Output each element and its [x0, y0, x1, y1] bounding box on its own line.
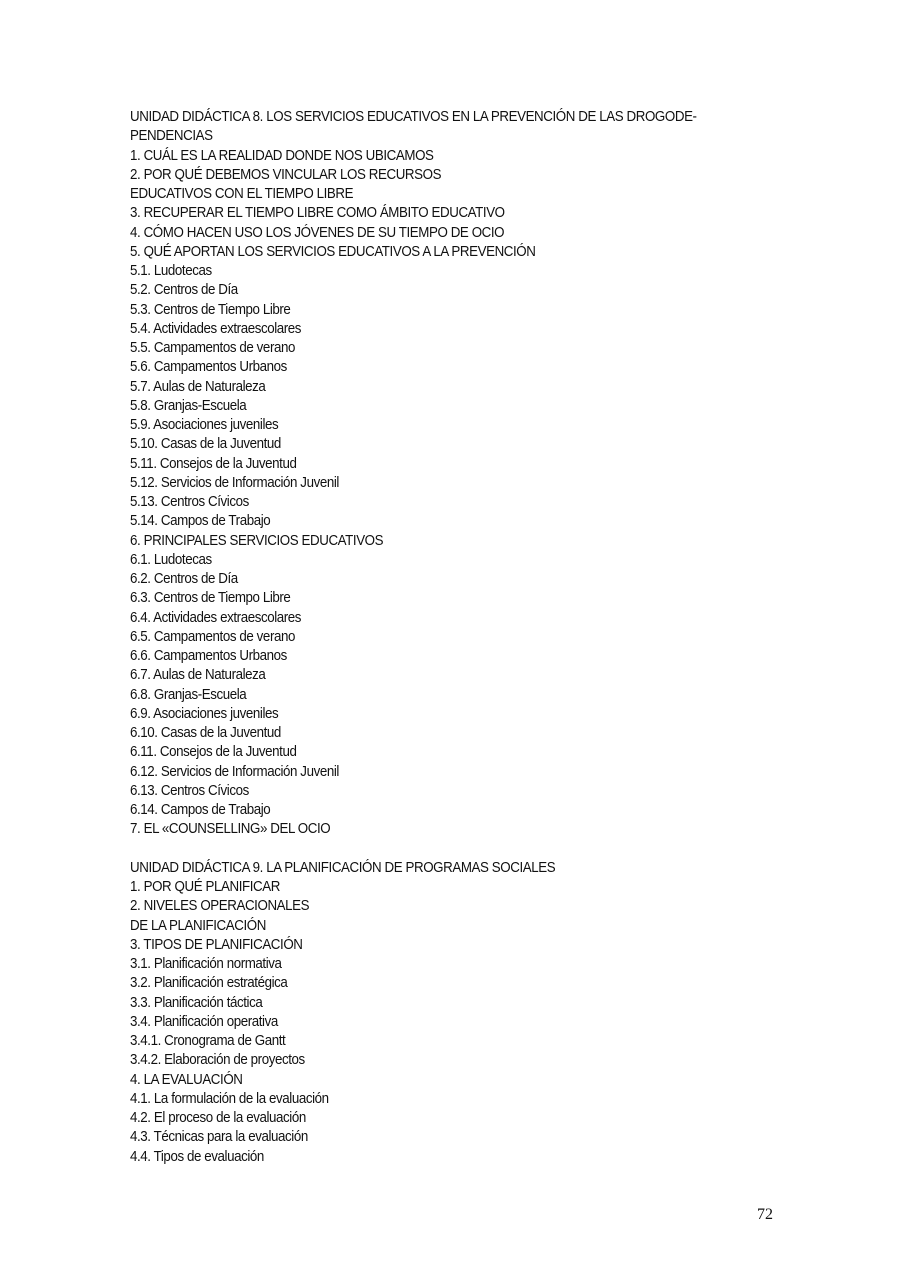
toc-entry: 3.2. Planificación estratégica: [130, 975, 288, 992]
toc-entry: 3.1. Planificación normativa: [130, 956, 282, 972]
toc-entry: 6.8. Granjas-Escuela: [130, 686, 247, 703]
toc-entry: 5.7. Aulas de Naturaleza: [130, 378, 266, 395]
toc-entry: 5.2. Centros de Día: [130, 282, 238, 299]
unit-8-section: [130, 108, 750, 840]
toc-entry: 4.4. Tipos de evaluación: [130, 1148, 264, 1165]
section-spacer: [130, 840, 750, 859]
toc-entry: 6.14. Campos de Trabajo: [130, 802, 271, 818]
toc-entry: 6.10. Casas de la Juventud: [130, 725, 281, 741]
toc-entry: 6.3. Centros de Tiempo Libre: [130, 590, 291, 607]
toc-entry: 3.4.2. Elaboración de proyectos: [130, 1052, 305, 1069]
page-number: 72: [757, 1206, 773, 1223]
toc-entry: 5.10. Casas de la Juventud: [130, 436, 281, 453]
table-of-contents: [130, 108, 750, 1167]
unit-9-title: UNIDAD DIDÁCTICA 9. LA PLANIFICACIÓN DE PROGRAMAS SOCIALES: [130, 859, 556, 876]
unit-9-section: [130, 859, 750, 1167]
unit-8-title-line-2: PENDENCIAS: [130, 128, 213, 145]
toc-entry: 5. QUÉ APORTAN LOS SERVICIOS EDUCATIVOS A LA PREVENCIÓN: [130, 243, 536, 260]
toc-entry: 6.6. Campamentos Urbanos: [130, 648, 287, 664]
toc-entry: 1. POR QUÉ PLANIFICAR: [130, 879, 280, 895]
toc-entry: 5.4. Actividades extraescolares: [130, 320, 302, 337]
toc-entry: 3.4. Planificación operativa: [130, 1013, 278, 1030]
toc-entry: 2. POR QUÉ DEBEMOS VINCULAR LOS RECURSOS: [130, 166, 442, 183]
toc-entry: 6.11. Consejos de la Juventud: [130, 744, 297, 761]
toc-entry: 5.6. Campamentos Urbanos: [130, 359, 287, 376]
toc-entry: 4.3. Técnicas para la evaluación: [130, 1129, 308, 1146]
toc-entry: 3. TIPOS DE PLANIFICACIÓN: [130, 936, 303, 953]
toc-entry: 6.1. Ludotecas: [130, 551, 212, 568]
toc-entry: 2. NIVELES OPERACIONALES: [130, 898, 310, 915]
unit-8-title-line-1: UNIDAD DIDÁCTICA 8. LOS SERVICIOS EDUCATIVOS EN LA PREVENCIÓN DE LAS DROGODE-: [130, 109, 697, 125]
toc-entry: 5.9. Asociaciones juveniles: [130, 417, 279, 433]
toc-entry: 5.13. Centros Cívicos: [130, 494, 249, 510]
toc-entry: 5.3. Centros de Tiempo Libre: [130, 301, 291, 318]
toc-entry: 6.12. Servicios de Información Juvenil: [130, 763, 339, 780]
toc-entry: 3. RECUPERAR EL TIEMPO LIBRE COMO ÁMBITO EDUCATIVO: [130, 205, 505, 222]
toc-entry: 6.4. Actividades extraescolares: [130, 609, 302, 626]
toc-entry: 6.5. Campamentos de verano: [130, 628, 295, 645]
toc-entry: 4.1. La formulación de la evaluación: [130, 1090, 329, 1107]
toc-entry: 5.14. Campos de Trabajo: [130, 513, 271, 530]
toc-entry: 5.11. Consejos de la Juventud: [130, 455, 297, 472]
toc-entry: 6.13. Centros Cívicos: [130, 782, 249, 799]
toc-entry: 5.1. Ludotecas: [130, 263, 212, 279]
toc-entry: 6.9. Asociaciones juveniles: [130, 705, 279, 722]
toc-entry: 5.5. Campamentos de verano: [130, 340, 295, 356]
toc-entry: 4. CÓMO HACEN USO LOS JÓVENES DE SU TIEMPO DE OCIO: [130, 224, 505, 241]
toc-entry: 7. EL «COUNSELLING» DEL OCIO: [130, 821, 331, 838]
toc-entry: 6. PRINCIPALES SERVICIOS EDUCATIVOS: [130, 532, 384, 549]
toc-entry: 6.7. Aulas de Naturaleza: [130, 667, 266, 684]
toc-entry: 5.12. Servicios de Información Juvenil: [130, 474, 339, 491]
toc-entry: 4.2. El proceso de la evaluación: [130, 1110, 306, 1126]
toc-entry: 3.3. Planificación táctica: [130, 994, 263, 1011]
toc-entry: EDUCATIVOS CON EL TIEMPO LIBRE: [130, 186, 354, 202]
toc-entry: 6.2. Centros de Día: [130, 571, 238, 587]
toc-entry: 5.8. Granjas-Escuela: [130, 397, 247, 414]
toc-entry: 3.4.1. Cronograma de Gantt: [130, 1033, 286, 1049]
toc-entry: 4. LA EVALUACIÓN: [130, 1071, 243, 1088]
toc-entry: DE LA PLANIFICACIÓN: [130, 917, 266, 934]
toc-entry: 1. CUÁL ES LA REALIDAD DONDE NOS UBICAMOS: [130, 147, 434, 164]
